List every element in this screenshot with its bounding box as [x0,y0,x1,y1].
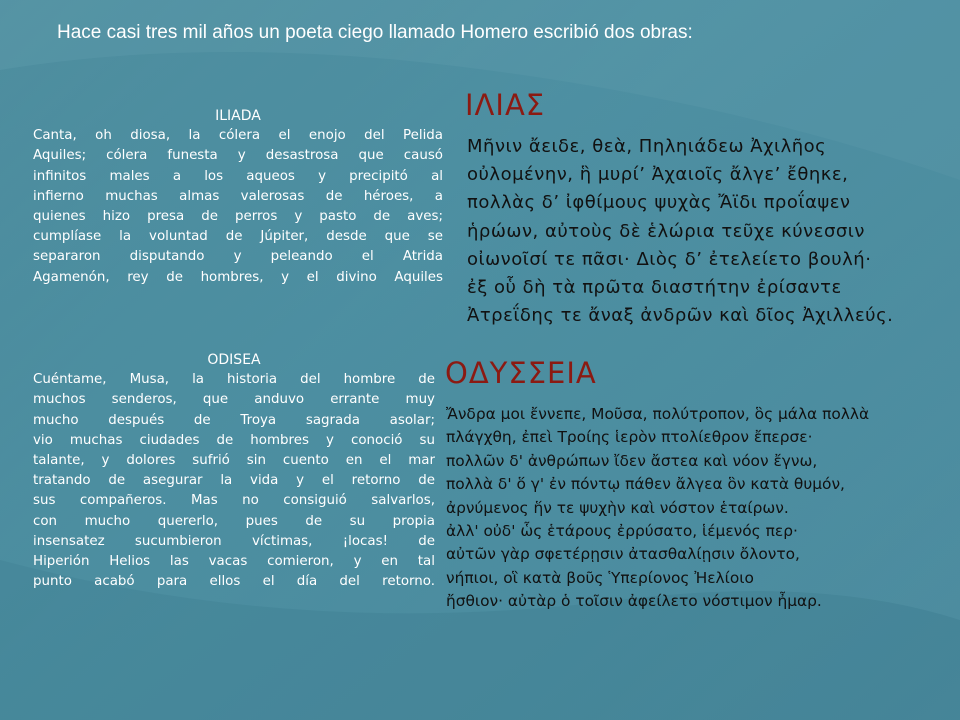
text-line: infinitos males a los aqueos y precipitó al [33,168,443,184]
text-line: insensatez sucumbieron víctimas, ¡locas! de [33,533,435,549]
slide-title: Hace casi tres mil años un poeta ciego llamado Homero escribió dos obras: [57,22,693,43]
text-line: νήπιοι, οἳ κατὰ βοῦς Ὑπερίονος Ἠελίοιο [446,568,754,587]
iliad-spanish-text [33,106,443,288]
text-line: ἀρνύμενος ἥν τε ψυχὴν καὶ νόστον ἑταίρων. [446,498,789,517]
odyssey-greek-title: ΟΔΥΣΣΕΙΑ [445,356,597,390]
text-line: πολλὰς δ’ ἰφθίμους ψυχὰς Ἄϊδι προΐαψεν [467,192,851,214]
text-line: ἐξ οὗ δὴ τὰ πρῶτα διαστήτην ἐρίσαντε [467,277,842,299]
text-line: separaron disputando y peleando el Atrida [33,249,443,265]
text-line: punto acabó para ellos el día del retorno. [33,574,435,590]
text-line: cumplíase la voluntad de Júpiter, desde que se [33,229,443,245]
text-line: Aquiles; cólera funesta y desastrosa que causó [33,148,443,164]
text-line: Canta, oh diosa, la cólera el enojo del Pelida [33,128,443,144]
odyssey-greek-text [446,403,869,614]
text-line: tratando de asegurar la vida y el retorno de [33,473,435,489]
text-line: mucho después de Troya sagrada asolar; [33,412,435,428]
text-line: αὐτῶν γὰρ σφετέρῃσιν ἀτασθαλίῃσιν ὄλοντο, [446,545,800,564]
text-line: πολλὰ δ' ὅ γ' ἐν πόντῳ πάθεν ἄλγεα ὃν κατὰ θυμόν, [446,475,845,494]
text-line: vio muchas ciudades de hombres y conoció su [33,432,435,448]
text-line: Ἄνδρα μοι ἔννεπε, Μοῦσα, πολύτροπον, ὃς μάλα πολλὰ [446,405,870,423]
text-line: sus compañeros. Mas no consiguió salvarlos, [33,493,435,509]
text-line: οἰωνοῖσί τε πᾶσι· Διὸς δ’ ἐτελείετο βουλή· [467,248,872,270]
text-line: quienes hizo presa de perros y pasto de aves; [33,209,443,225]
text-line: ἀλλ' οὐδ' ὧς ἑτάρους ἐρρύσατο, ἱέμενός περ· [446,522,798,541]
text-line: ἤσθιον· αὐτὰρ ὁ τοῖσιν ἀφείλετο νόστιμον ἦμαρ. [446,592,822,611]
text-line: Ἀτρεΐδης τε ἄναξ ἀνδρῶν καὶ δῖος Ἀχιλλεύς. [467,305,894,327]
text-line: Cuéntame, Musa, la historia del hombre de [33,372,435,388]
text-line: οὐλομένην, ἣ μυρί’ Ἀχαιοῖς ἄλγε’ ἔθηκε, [467,164,849,186]
text-line: muchos senderos, que anduvo errante muy [33,392,435,408]
odyssey-spanish-text [33,350,435,592]
text-line: infierno muchas almas valerosas de héroes, a [33,188,443,204]
text-line: Μῆνιν ἄειδε, θεὰ, Πηληιάδεω Ἀχιλῆος [467,136,827,157]
text-line: Hiperión Helios las vacas comieron, y en tal [33,554,435,570]
text-line: πολλῶν δ' ἀνθρώπων ἴδεν ἄστεα καὶ νόον ἔγνω, [446,451,818,470]
odyssey-spanish-heading: ODISEA [207,352,261,368]
text-line: con mucho quererlo, pues de su propia [33,513,435,529]
iliad-greek-text [467,133,893,330]
iliad-greek-title: ΙΛΙΑΣ [465,88,546,122]
text-line: talante, y dolores sufrió sin cuento en el mar [33,453,435,469]
text-line: πλάγχθη, ἐπεὶ Τροίης ἱερὸν πτολίεθρον ἔπερσε· [446,428,813,447]
iliad-spanish-heading: ILIADA [215,108,261,124]
text-line: ἡρώων, αὐτοὺς δὲ ἑλώρια τεῦχε κύνεσσιν [467,220,865,242]
text-line: Agamenón, rey de hombres, y el divino Aquiles [33,269,443,285]
